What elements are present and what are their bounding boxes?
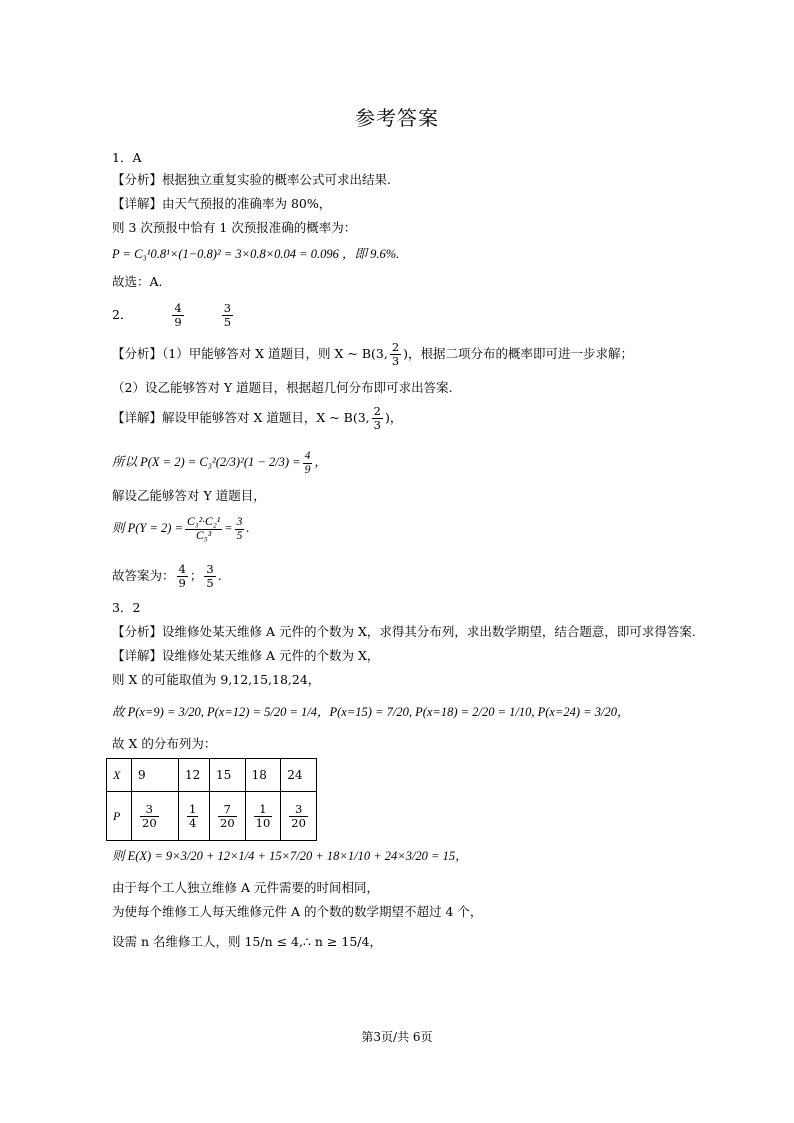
table-cell: 12 (179, 759, 210, 792)
q1-number: 1．A (112, 150, 142, 165)
q1-choice: 故选：A. (112, 274, 163, 289)
q3-line-c: 设需 n 名维修工人，则 15/n ≤ 4,∴ n ≥ 15/4， (112, 934, 382, 949)
q1-analysis: 【分析】根据独立重复实验的概率公式可求出结果. (112, 172, 391, 187)
q2-detail: 【详解】解设甲能够答对 X 道题目，X ~ B(3, $\frac{2}{3}$ )， (112, 404, 403, 432)
q2-final-answer: 故答案为： $\frac{4}{9}$ ； $\frac{3}{5}$ . (112, 562, 222, 590)
q2-py-formula: 则 P(Y = 2) = $\frac{\text{C₃²·C₂¹}}{\text{C₅³}}$ = $\frac{3}{5}$ . (112, 515, 250, 542)
page-title: 参考答案 (355, 106, 439, 130)
table-cell: P (107, 792, 132, 841)
q3-line-a: 由于每个工人独立维修 A 元件需要的时间相同， (112, 880, 379, 895)
q3-expectation: 则 E(X) = 9×3/20 + 12×1/4 + 15×7/20 + 18×1/10 + 24×3/20 = 15， (112, 849, 468, 863)
table-cell: 18 (245, 759, 281, 792)
table-cell: X (107, 759, 132, 792)
q3-line-b: 为使每个维修工人每天维修元件 A 的个数的数学期望不超过 4 个， (112, 904, 483, 919)
q1-detail: 【详解】由天气预报的准确率为 80%， (112, 196, 332, 211)
q3-dist-label: 故 X 的分布列为： (112, 736, 217, 751)
distribution-table (106, 758, 317, 841)
table-cell: 9 (132, 759, 179, 792)
q2-number: 2． (112, 307, 133, 322)
table-cell: $\frac{1}{4}$ (179, 792, 210, 841)
q2-answer-line (112, 300, 235, 330)
table-cell: $\frac{3}{20}$ (281, 792, 317, 841)
table-cell: 15 (210, 759, 246, 792)
q2-analysis2: （2）设乙能够答对 Y 道题目，根据超几何分布即可求出答案. (112, 380, 453, 395)
table-cell: $\frac{1}{10}$ (245, 792, 281, 841)
q3-number: 3．2 (112, 600, 141, 615)
q3-analysis: 【分析】设维修处某天维修 A 元件的个数为 X，求得其分布列，求出数学期望，结合题意，即可求得答案. (112, 624, 696, 639)
q2-px-formula: 所以 P(X = 2) = C₃²(2/3)²(1 − 2/3) = $\frac{4}{9}$ ， (112, 449, 327, 476)
table-cell: $\frac{7}{20}$ (210, 792, 246, 841)
q3-detail: 【详解】设维修处某天维修 A 元件的个数为 X， (112, 648, 380, 663)
table-cell: 24 (281, 759, 317, 792)
table-cell: $\frac{3}{20}$ (132, 792, 179, 841)
q2-answer2: $\frac{3}{5}$ (223, 301, 232, 329)
q1-formula: P = C₃¹0.8¹×(1−0.8)² = 3×0.8×0.04 = 0.096 ，即 9.6%. (112, 247, 400, 261)
page-footer: 第3页/共 6页 (361, 1030, 433, 1044)
q3-values: 则 X 的可能取值为 9,12,15,18,24， (112, 672, 321, 687)
table-row (107, 759, 317, 792)
q2-answer1: $\frac{4}{9}$ (174, 301, 182, 329)
q2-analysis1: 【分析】（1）甲能够答对 X 道题目，则 X ~ B(3, $\frac{2}{3}$ )，根据二项分布的概率即可进一步求解； (112, 340, 634, 368)
q2-setY: 解设乙能够答对 Y 道题目， (112, 488, 266, 503)
table-row (107, 792, 317, 841)
q3-probs: 故 P(x=9) = 3/20, P(x=12) = 5/20 = 1/4，P(x=15) = 7/20, P(x=18) = 2/20 = 1/10, P(x=24) = 3/20， (112, 705, 630, 719)
q1-line3: 则 3 次预报中恰有 1 次预报准确的概率为： (112, 220, 357, 235)
